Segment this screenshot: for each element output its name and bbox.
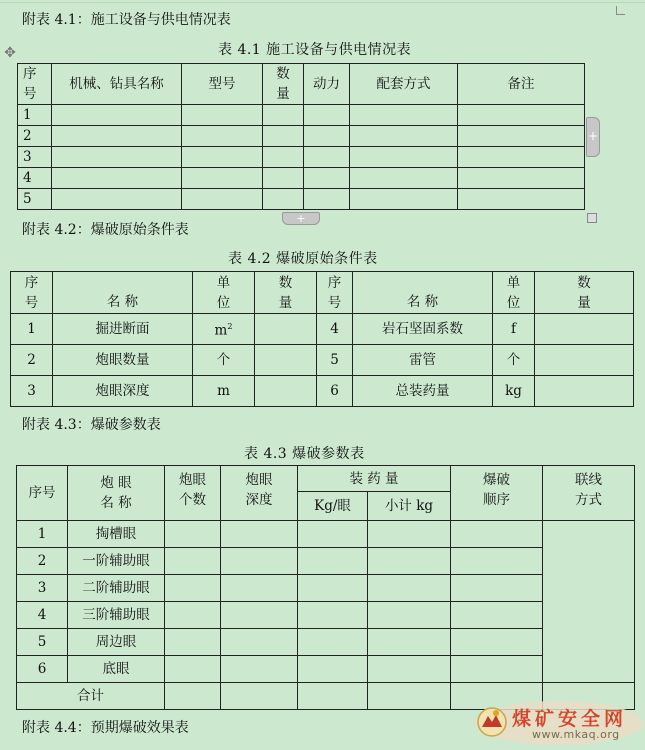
table-row: 6 底眼	[17, 656, 635, 683]
watermark-logo	[474, 700, 645, 746]
header-seq: 序号	[17, 466, 68, 521]
header-name: 名 称	[53, 272, 193, 314]
header-quantity: 数 量	[263, 64, 304, 105]
resize-handle-icon[interactable]	[587, 213, 597, 223]
header-hole-depth: 炮眼 深度	[221, 466, 298, 521]
section4-heading: 附表 4.4：预期爆破效果表	[22, 720, 189, 736]
header-quantity: 数 量	[255, 272, 317, 314]
table-row: 4	[18, 168, 585, 189]
section3-caption: 表 4.3 爆破参数表	[244, 446, 365, 462]
header-charge: 装 药 量	[298, 466, 451, 492]
header-unit-2: 单 位	[493, 272, 535, 314]
table-row: 1 掘进断面 $m^2$ 4 岩石坚固系数 f	[11, 314, 634, 345]
page-top-rule	[0, 2, 645, 3]
table-row: 3 炮眼深度 m 6 总装药量 kg	[11, 376, 634, 407]
header-model: 型号	[182, 64, 263, 105]
section1-caption: 表 4.1 施工设备与供电情况表	[218, 42, 412, 58]
header-quantity-2: 数 量	[535, 272, 634, 314]
table-row: 3	[18, 147, 585, 168]
header-remarks: 备注	[458, 64, 585, 105]
header-seq-2: 序 号	[317, 272, 353, 314]
blasting-conditions-table	[10, 271, 634, 407]
header-seq: 序 号	[11, 272, 53, 314]
table-row: 2 炮眼数量 个 5 雷管 个	[11, 345, 634, 376]
header-hole-name: 炮 眼 名 称	[68, 466, 165, 521]
table-row: 1 掏槽眼	[17, 521, 635, 548]
header-name-2: 名 称	[353, 272, 493, 314]
header-unit: 单 位	[193, 272, 255, 314]
table-row: 4 三阶辅助眼	[17, 602, 635, 629]
section1-heading: 附表 4.1：施工设备与供电情况表	[22, 12, 231, 28]
total-label: 合计	[17, 683, 165, 710]
table-row: 2 一阶辅助眼	[17, 548, 635, 575]
table-row: 2	[18, 126, 585, 147]
table-row: 3 二阶辅助眼	[17, 575, 635, 602]
table-row: 5 周边眼	[17, 629, 635, 656]
add-column-button[interactable]	[586, 117, 600, 157]
header-power: 动力	[304, 64, 350, 105]
section2-heading: 附表 4.2：爆破原始条件表	[22, 222, 189, 238]
watermark-url: www.mkaq.org	[532, 728, 620, 741]
header-connection: 联线 方式	[543, 466, 635, 521]
equipment-table	[17, 63, 585, 210]
header-matching: 配套方式	[350, 64, 458, 105]
table-row: 1	[18, 105, 585, 126]
add-row-button[interactable]	[282, 212, 320, 225]
watermark-brand: 煤矿安全网	[512, 708, 628, 730]
header-machine-name: 机械、钻具名称	[52, 64, 182, 105]
section3-heading: 附表 4.3：爆破参数表	[22, 417, 161, 433]
table-row: 5	[18, 189, 585, 210]
header-charge-per-hole: Kg/眼	[298, 492, 368, 521]
connection-merged-cell[interactable]	[543, 521, 635, 683]
header-blast-order: 爆破 顺序	[451, 466, 543, 521]
section2-caption: 表 4.2 爆破原始条件表	[228, 251, 378, 267]
plus-icon: +	[296, 212, 306, 225]
plus-icon: +	[587, 129, 599, 143]
blasting-parameters-table	[16, 465, 635, 710]
page-corner-mark	[616, 6, 625, 15]
header-charge-subtotal: 小计 kg	[368, 492, 451, 521]
header-seq: 序 号	[18, 64, 52, 105]
move-arrows-icon[interactable]: ✥	[4, 45, 16, 61]
header-hole-count: 炮眼 个数	[165, 466, 221, 521]
